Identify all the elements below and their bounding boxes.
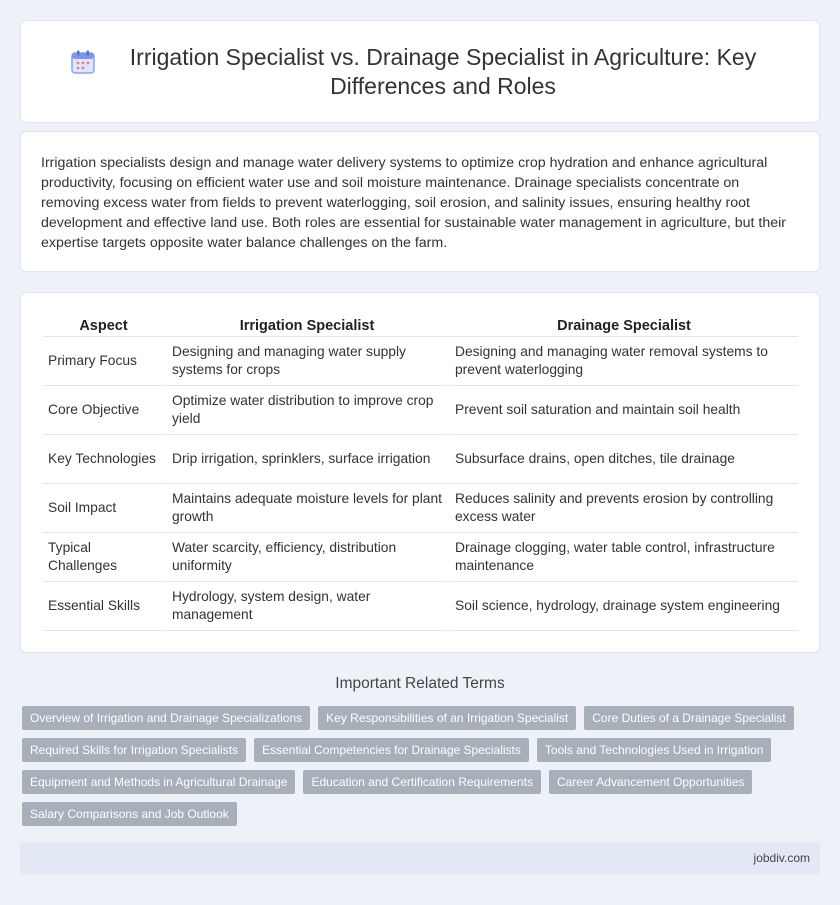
related-term-tag[interactable]: Essential Competencies for Drainage Specialists <box>254 738 529 762</box>
table-row <box>43 533 798 582</box>
table-cell: Primary Focus <box>43 337 164 386</box>
table-cell: Maintains adequate moisture levels for plant growth <box>164 484 447 533</box>
table-cell: Hydrology, system design, water management <box>164 582 447 631</box>
related-term-tag[interactable]: Core Duties of a Drainage Specialist <box>584 706 793 730</box>
related-term-tag[interactable]: Required Skills for Irrigation Specialists <box>22 738 246 762</box>
table-row <box>43 582 798 631</box>
table-cell: Core Objective <box>43 386 164 435</box>
table-cell: Essential Skills <box>43 582 164 631</box>
related-terms-title: Important Related Terms <box>335 675 505 692</box>
related-term-tag[interactable]: Key Responsibilities of an Irrigation Specialist <box>318 706 576 730</box>
table-cell: Subsurface drains, open ditches, tile drainage <box>447 435 798 484</box>
title-wrap <box>70 43 770 101</box>
table-cell: Key Technologies <box>43 435 164 484</box>
table-cell: Drainage clogging, water table control, infrastructure maintenance <box>447 533 798 582</box>
page-title: Irrigation Specialist vs. Drainage Specialist in Agriculture: Key Differences and Roles <box>129 43 757 99</box>
table-cell: Designing and managing water supply systems for crops <box>164 337 447 386</box>
title-card <box>20 20 820 123</box>
table-row <box>43 435 798 484</box>
related-terms-list <box>22 706 802 826</box>
table-cell: Water scarcity, efficiency, distribution uniformity <box>164 533 447 582</box>
table-cell: Soil science, hydrology, drainage system engineering <box>447 582 798 631</box>
related-term-tag[interactable]: Tools and Technologies Used in Irrigation <box>537 738 772 762</box>
table-header-row <box>43 315 798 337</box>
intro-paragraph: Irrigation specialists design and manage water delivery systems to optimize crop hydration and enhance agricultural productivity, focusing on efficient water use and soil moisture maintenance. Drainage specialists concentrate on removing excess water from fields to prevent waterlogging, soil erosion, and salinity issues, ensuring healthy root development and effective land use. Both roles are essential for sustainable water management in agriculture, but their expertise targets opposite water balance challenges on the farm. <box>41 155 787 251</box>
table-cell: Typical Challenges <box>43 533 164 582</box>
comparison-card <box>20 292 820 653</box>
header-aspect: Aspect <box>43 315 164 337</box>
related-term-tag[interactable]: Career Advancement Opportunities <box>549 770 752 794</box>
footer-site-link[interactable]: jobdiv.com <box>753 851 810 865</box>
table-cell: Soil Impact <box>43 484 164 533</box>
table-row <box>43 484 798 533</box>
intro-card <box>20 131 820 272</box>
table-cell: Drip irrigation, sprinklers, surface irrigation <box>164 435 447 484</box>
calendar-icon <box>70 49 96 75</box>
table-cell: Reduces salinity and prevents erosion by controlling excess water <box>447 484 798 533</box>
comparison-table <box>43 315 798 631</box>
table-cell: Optimize water distribution to improve crop yield <box>164 386 447 435</box>
header-drainage: Drainage Specialist <box>447 315 798 337</box>
related-term-tag[interactable]: Education and Certification Requirements <box>303 770 540 794</box>
table-cell: Prevent soil saturation and maintain soil health <box>447 386 798 435</box>
table-row <box>43 386 798 435</box>
related-term-tag[interactable]: Salary Comparisons and Job Outlook <box>22 802 237 826</box>
related-term-tag[interactable]: Overview of Irrigation and Drainage Specializations <box>22 706 310 730</box>
header-irrigation: Irrigation Specialist <box>164 315 447 337</box>
table-cell: Designing and managing water removal systems to prevent waterlogging <box>447 337 798 386</box>
related-term-tag[interactable]: Equipment and Methods in Agricultural Drainage <box>22 770 295 794</box>
table-row <box>43 337 798 386</box>
footer <box>20 842 820 874</box>
